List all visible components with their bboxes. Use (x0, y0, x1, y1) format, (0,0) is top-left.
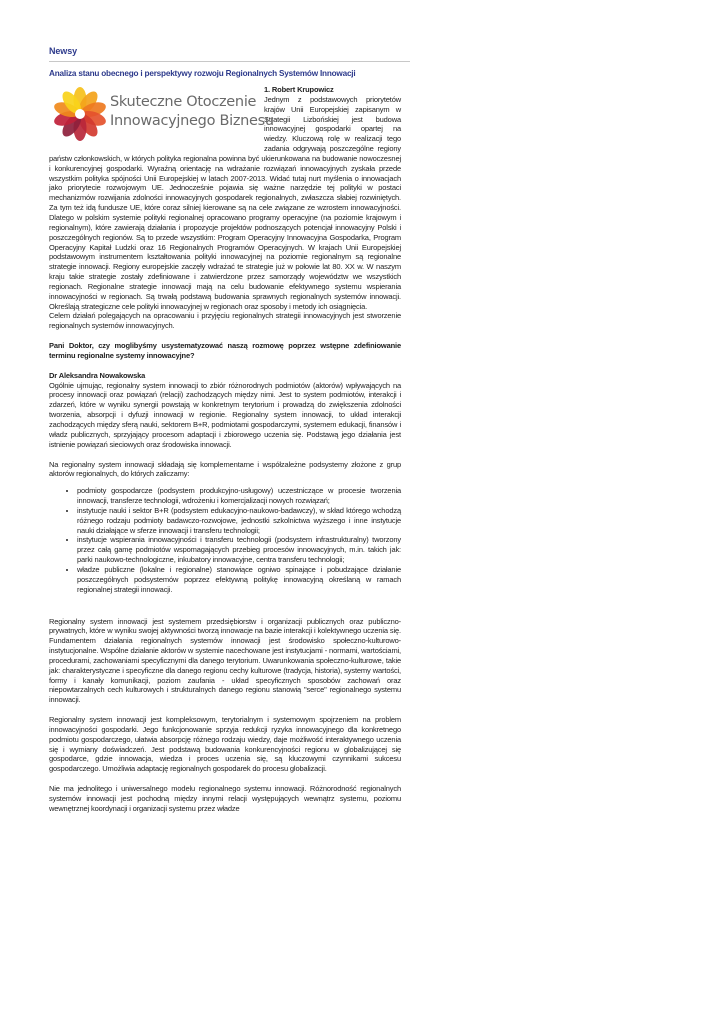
logo-line-1: Skuteczne Otoczenie (110, 94, 257, 110)
header-divider (49, 61, 410, 62)
author-name-1: 1. Robert Krupowicz (264, 85, 334, 94)
paragraph-enterprises: Regionalny system innowacji jest systemem przedsiębiorstw i organizacji publicznych oraz publiczno-prywatnych, które w wyniku swojej aktywności tworzą innowacje na bazie interakcji i kolektywnego uczenia się. Fundamentem działania regionalnych systemów innowacji jest środowisko społeczno-kulturowo-instytucjonalne. Wspólne działanie aktorów w systemie nacechowane jest instytucjami - normami, wartościami, procedurami, zachowaniami specyficznymi dla danego terytorium. Uwarunkowania społeczno-kulturowe, takie jak: charakterystyczne i specyficzne dla danego regionu cechy kulturowe (tradycja, historia), systemy wartości, formy i kanały komunikacji, poziom zaufania - układ specyficznych sposobów zachowań oraz niepowtarzalnych cech kulturowych i strukturalnych danego regionu stanowią "serce" regionalnego systemu innowacji. (49, 616, 401, 705)
paragraph-no-uniform-model: Nie ma jednolitego i uniwersalnego modelu regionalnego systemu innowacji. Różnorodność regionalnych systemów innowacji jest pochodną między innymi relacji występujących wewnątrz systemu, poziomu wewnętrznej koordynacji i organizacji systemu przez władze (49, 784, 401, 813)
article-body (49, 85, 401, 814)
subsystems-list (49, 486, 401, 594)
list-item: • podmioty gospodarcze (podsystem produkcyjno-usługowy) uczestniczące w procesie tworzenia innowacji, transferze technologii, wdrożeniu i komercjalizacji nowych rozwiązań; (77, 486, 401, 506)
paragraph-definition: Ogólnie ujmując, regionalny system innowacji to zbiór różnorodnych podmiotów (aktorów) wpływających na procesy innowacji oraz powiązań (relacji) zachodzących między nimi. Jest to system podmiotów, interakcji i zdarzeń, które w wyniku synergii powstają w konkretnym terytorium i prowadzą do zwiększenia zdolności tworzenia, absorpcji i dyfuzji innowacji w regionie. Regionalny system innowacji, to układ interakcji zachodzących między sferą nauki, sektorem B+R, podmiotami gospodarczymi, systemem edukacji, finansów i władz publicznych, sprzyjający procesom adaptacji i zbiorowego uczenia się. Podstawą jego działania jest istnienie powiązań sieciowych oraz środowiska innowacji. (49, 380, 401, 449)
paragraph-subsystems: Na regionalny system innowacji składają się komplementarne i współzależne podsystemy złożone z grup aktorów regionalnych, do których zaliczamy: (49, 459, 401, 479)
logo-center (75, 109, 85, 119)
sunburst-logo-icon (52, 86, 108, 142)
paragraph-goal: Celem działań polegających na opracowaniu i przyjęciu regionalnych strategii innowacyjnych jest stworzenie regionalnych systemów innowacyjnych. (49, 311, 401, 331)
section-label: Newsy (49, 46, 78, 56)
logo-line-2: Innowacyjnego Biznesu (110, 113, 274, 129)
paragraph-complex-view: Regionalny system innowacji jest kompleksowym, terytorialnym i systemowym spojrzeniem na problem innowacyjności gospodarki. Jego funkcjonowanie sprzyja redukcji ryzyka innowacyjnego dla konkretnego podmiotu gospodarczego, ułatwia absorpcję różnego rodzaju wiedzy, daje możliwość interaktywnego uczenia się i wymiany doświadczeń. Jest podstawą budowania konkurencyjności regionu w globalizującej się gospodarce, gdzie innowacja, wiedza i proces uczenia się, są kluczowymi czynnikami sukcesu gospodarczego. Umożliwia adaptację regionalnych gospodarek do procesu globalizacji. (49, 715, 401, 774)
list-item: • władze publiczne (lokalne i regionalne) stanowiące ogniwo spinające i pobudzające działanie poszczególnych podsystemów poprzez efektywną politykę innowacyjną określaną w ramach regionalnej strategii innowacji. (77, 565, 401, 595)
author-name-2: Dr Aleksandra Nowakowska (49, 370, 146, 380)
article-title: Analiza stanu obecnego i perspektywy rozwoju Regionalnych Systemów Innowacji (49, 69, 356, 78)
list-item: • instytucje nauki i sektor B+R (podsystem edukacyjno-naukowo-badawczy), w skład którego wchodzą różnego rodzaju podmioty badawczo-rozwojowe, jednostki szkolnictwa wyższego i inne instytucje nauki działające w sferze innowacji i transferu technologii; (77, 506, 401, 536)
list-item: • instytucje wspierania innowacyjności i transferu technologii (podsystem infrastrukturalny) tworzony przez całą gamę podmiotów wspomagających przebieg procesów innowacyjnych, m.in. takich jak: parki naukowo-technologiczne, inkubatory innowacyjne, centra transferu technologii; (77, 535, 401, 565)
interview-question: Pani Doktor, czy moglibyśmy usystematyzować naszą rozmowę poprzez wstępne zdefiniowanie terminu regionalne systemy innowacyjne? (49, 341, 401, 360)
soib-logo (52, 86, 274, 144)
paragraph-intro: Jednym z podstawowych priorytetów krajów Unii Europejskiej zapisanym w Strategii Lizbońskiej jest budowa innowacyjnej gospodarki opartej na wiedzy. Kluczową rolę w realizacji tego zadania odgrywają poszczególne regiony państw członkowskich, w których polityka regionalna powinna być ukierunkowana na budowanie nowoczesnej i konkurencyjnej gospodarki. Wyraźną orientację na wdrażanie rozwiązań innowacyjnych zyskała przede wszystkim polityka spójności Unii Europejskiej w latach 2007-2013. Widać tutaj nurt myślenia o innowacjach jako priorytecie rozwojowym UE. Jednocześnie pojawia się ważne narzędzie tej polityki w postaci mechanizmów rozwijania zdolności innowacyjnych gospodarek regionalnych, zwłaszcza słabiej rozwiniętych. Za tym też idą fundusze UE, które coraz silniej kierowane są na cele związane ze wzrostem innowacyjności. Dlatego w polskim systemie polityki regionalnej opracowano programy operacyjne (na poziomie krajowym i regionalnym), które zawierają działania i propozycje projektów podnoszących potencjał innowacyjny Polski i poszczególnych regionów. Są to przede wszystkim: Program Operacyjny Innowacyjna Gospodarka, Program Operacyjny Kapitał Ludzki oraz 16 Regionalnych Programów Operacyjnych. W krajach Unii Europejskiej podstawowym instrumentem kształtowania polityki innowacyjnej na poziomie regionalnym są regionalne strategie innowacji. Regiony europejskie zaczęły wdrażać te strategie już w połowie lat 80. XX w. W naszym kraju takie strategie zostały zdefiniowane i zatwierdzone przez samorządy województw we wszystkich regionach. Regionalne strategie innowacji mają na celu budowanie efektywnego systemu wspierania innowacyjności w regionach. Są trwałą podstawą budowania sprawnych regionalnych systemów innowacji. Określają strategiczne cele polityki innowacyjnej w regionach oraz sposoby i metody ich osiągnięcia. (49, 94, 401, 311)
